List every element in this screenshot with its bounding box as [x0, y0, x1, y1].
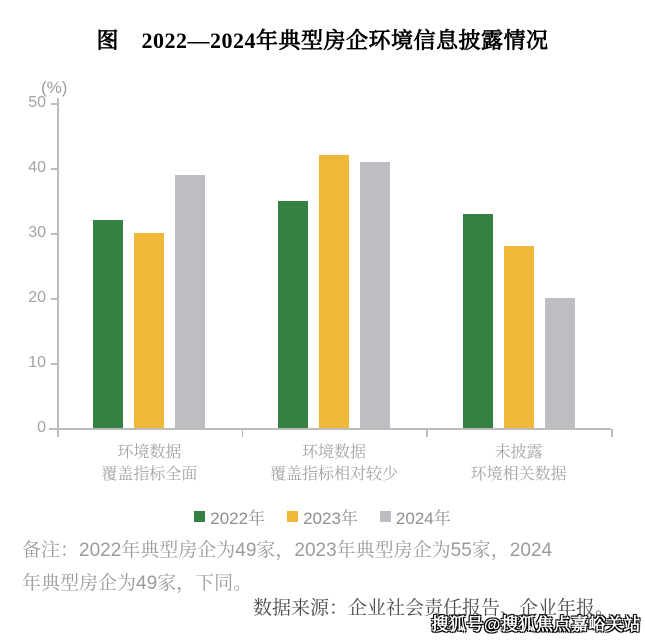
x-category-label-1: 环境数据 覆盖指标全面	[101, 444, 198, 483]
footnote-line-2: 年典型房企为49家，下同。	[22, 573, 253, 594]
bar-2024-cat3	[545, 298, 575, 428]
x-category-label-3: 未披露 环境相关数据	[470, 444, 567, 483]
x-axis-tick	[57, 429, 59, 437]
legend-label-2022: 2022年	[210, 509, 266, 528]
bar-2023-cat1	[134, 233, 164, 428]
x-axis-tick	[242, 429, 244, 437]
chart-title: 图 2022—2024年典型房企环境信息披露情况	[96, 28, 549, 53]
bar-2024-cat1	[175, 175, 205, 429]
y-axis-tick	[51, 168, 57, 170]
legend-item-2023	[287, 504, 358, 529]
y-axis-line	[57, 98, 59, 437]
y-axis-tick-label: 20	[28, 289, 46, 306]
footnote	[22, 534, 552, 600]
y-axis-tick-label: 10	[28, 354, 46, 371]
bar-2023-cat2	[319, 155, 349, 428]
legend-item-2024	[380, 504, 451, 529]
y-axis-tick-label: 40	[28, 159, 46, 176]
footnote-line-1: 备注：2022年典型房企为49家，2023年典型房企为55家，2024	[22, 540, 553, 561]
x-axis-tick	[611, 429, 613, 437]
y-axis-tick-label: 50	[28, 94, 46, 111]
bar-2022-cat2	[278, 201, 308, 429]
legend-swatch-2024	[380, 511, 391, 522]
y-axis-tick	[51, 103, 57, 105]
y-axis-tick	[51, 363, 57, 365]
legend-swatch-2023	[287, 511, 298, 522]
legend-item-2022	[194, 504, 265, 529]
bar-2022-cat1	[93, 220, 123, 428]
legend-label-2024: 2024年	[395, 509, 451, 528]
x-category-label-2: 环境数据 覆盖指标相对较少	[269, 444, 398, 483]
bar-2024-cat2	[360, 162, 390, 429]
x-axis-tick	[426, 429, 428, 437]
y-axis-tick	[51, 233, 57, 235]
y-axis-unit-label: (%)	[41, 78, 68, 97]
y-axis-tick-label: 0	[37, 419, 46, 436]
x-axis-line	[49, 428, 611, 430]
data-source: 数据来源：企业社会责任报告、企业年报。	[252, 598, 614, 619]
legend-swatch-2022	[194, 511, 205, 522]
legend	[0, 504, 645, 529]
y-axis-tick-label: 30	[28, 224, 46, 241]
legend-label-2023: 2023年	[303, 509, 358, 528]
watermark: 搜狐号@搜狐焦点嘉峪关站	[431, 615, 641, 634]
bar-2023-cat3	[504, 246, 534, 428]
bar-2022-cat3	[463, 214, 493, 429]
y-axis-tick	[51, 298, 57, 300]
